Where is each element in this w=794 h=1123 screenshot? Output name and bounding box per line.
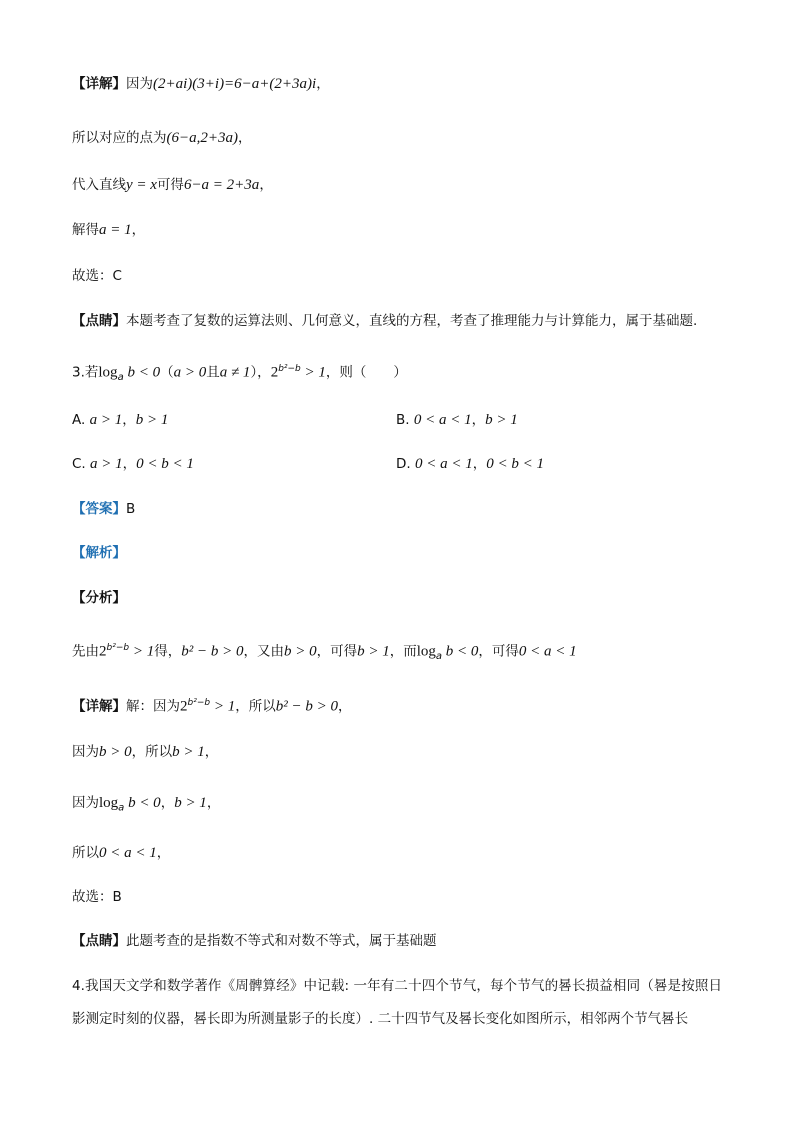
text: 解得 <box>72 222 99 238</box>
formula: 0 < b < 1 <box>136 456 194 472</box>
q3-fenxi-heading <box>72 588 126 608</box>
q2-detail-line-2 <box>72 128 251 148</box>
text: ，又由 <box>243 643 284 660</box>
q2-detail-line-3 <box>72 175 273 195</box>
answer-label: 【答案】 <box>72 501 126 517</box>
text: ， <box>206 795 221 811</box>
formula: a = 1 <box>99 222 132 238</box>
text: 代入直线 <box>72 177 126 193</box>
formula: 0 < a < 1 <box>413 412 472 428</box>
formula: a > 1 <box>90 456 123 472</box>
option-c[interactable] <box>72 454 194 474</box>
formula: > 1 <box>300 364 326 381</box>
analysis-label: 【解析】 <box>72 545 126 561</box>
comment-label: 【点睛】 <box>72 933 126 949</box>
text: ）， <box>250 364 271 381</box>
formula: > 1 <box>129 643 155 660</box>
text: ，则（ ） <box>325 364 407 381</box>
formula: b < 0 <box>123 364 161 381</box>
comment-label: 【点睛】 <box>72 313 126 329</box>
formula: a > 0 <box>173 364 207 381</box>
text: ， <box>122 412 136 428</box>
formula: b > 1 <box>174 795 207 811</box>
q3-stem <box>72 359 407 388</box>
formula: b > 1 <box>172 744 205 760</box>
text: ， <box>471 412 486 428</box>
text: ， <box>131 222 146 238</box>
text: 先由 <box>72 643 99 660</box>
formula: (2+ai)(3+i)=6−a+(2+3a)i <box>153 76 317 92</box>
log-base: a <box>435 651 443 663</box>
option-label: C. <box>72 456 86 472</box>
formula: b² − b > 0 <box>275 698 338 715</box>
formula: b > 1 <box>135 412 169 428</box>
formula: b > 0 <box>99 744 132 760</box>
formula: (6−a,2+3a) <box>166 130 238 146</box>
power-base: 2 <box>99 643 107 660</box>
power-base: 2 <box>180 698 188 715</box>
q3-detail-line-4 <box>72 843 170 863</box>
text: 所以对应的点为 <box>72 130 167 146</box>
answer-text: 故选：C <box>72 268 122 284</box>
q3-fenxi-line <box>72 638 577 667</box>
q2-answer-line <box>72 266 122 286</box>
option-d[interactable] <box>396 454 544 474</box>
answer-text: 故选：B <box>72 889 122 905</box>
text: ， <box>472 456 487 472</box>
text: ， <box>204 744 219 760</box>
comment-text: 此题考查的是指数不等式和对数不等式，属于基础题 <box>126 933 437 949</box>
q3-analysis-heading <box>72 543 126 563</box>
text: 因为 <box>72 795 99 811</box>
fenxi-label: 【分析】 <box>72 590 126 606</box>
text: ，而 <box>389 643 417 660</box>
formula: b > 1 <box>357 643 390 660</box>
formula: b < 0 <box>124 795 161 811</box>
text: ，可得 <box>316 643 358 660</box>
q3-detail-line-3 <box>72 793 220 819</box>
text: 且 <box>206 364 220 381</box>
formula: > 1 <box>210 698 236 715</box>
detail-label: 【详解】 <box>72 76 126 92</box>
log-func: log <box>416 643 436 660</box>
text: ， <box>316 76 330 92</box>
text: ，所以 <box>131 744 173 760</box>
q2-comment-line <box>72 311 697 331</box>
log-func: log <box>98 364 118 381</box>
formula: b > 1 <box>485 412 518 428</box>
formula: 0 < a < 1 <box>518 643 577 660</box>
text: ，可得 <box>478 643 519 660</box>
power-exponent: b²−b <box>278 364 301 374</box>
text: ， <box>156 845 171 861</box>
text: 因为 <box>72 744 99 760</box>
q2-detail-line-4 <box>72 220 145 240</box>
q3-answer-line <box>72 499 135 519</box>
log-func: log <box>99 795 119 811</box>
text: 若 <box>84 364 99 381</box>
q4-stem: 4.我国天文学和数学著作《周髀算经》中记载: 一年有二十四个节气，每个节气的晷长损益相同（晷是按照日影测定时刻的仪器，晷长即为所测量影子的长度）. 二十四节气及晷长变化如图所示，相邻两个节气晷长 <box>72 978 722 1027</box>
q3-detail-line-1 <box>72 693 351 717</box>
text: 可得 <box>156 177 184 193</box>
formula: b > 0 <box>283 643 317 660</box>
text: 解：因为 <box>126 698 180 715</box>
formula: b < 0 <box>442 643 479 660</box>
comment-text: 本题考查了复数的运算法则、几何意义，直线的方程，考查了推理能力与计算能力，属于基础题. <box>126 313 698 329</box>
text: （ <box>160 364 174 381</box>
question-number: 3. <box>72 364 85 381</box>
log-base: a <box>117 372 124 384</box>
formula: 6−a = 2+3a <box>183 177 260 193</box>
q3-detail-line-2 <box>72 742 218 762</box>
formula: a > 1 <box>89 412 123 428</box>
text: 因为 <box>126 76 153 92</box>
text: ， <box>122 456 137 472</box>
option-label: A. <box>72 412 86 428</box>
option-label: B. <box>396 412 410 428</box>
text: ， <box>237 130 252 146</box>
formula: 0 < a < 1 <box>99 845 157 861</box>
text: 得， <box>154 643 182 660</box>
answer-value: B <box>126 501 136 517</box>
formula: b² − b > 0 <box>181 643 244 660</box>
text: ， <box>337 698 352 715</box>
formula: 0 < b < 1 <box>486 456 544 472</box>
power-exponent: b²−b <box>187 698 211 708</box>
text: ，所以 <box>235 698 276 715</box>
option-b[interactable] <box>396 410 518 430</box>
formula: a ≠ 1 <box>219 364 251 381</box>
log-base: a <box>118 802 125 814</box>
formula: y = x <box>126 177 157 193</box>
option-label: D. <box>396 456 411 472</box>
option-a[interactable] <box>72 410 168 430</box>
q3-answer-select-line <box>72 887 122 907</box>
formula: 0 < a < 1 <box>414 456 473 472</box>
text: ， <box>259 177 273 193</box>
power-exponent: b²−b <box>106 643 130 653</box>
q3-comment-line <box>72 931 437 951</box>
text: 所以 <box>72 845 99 861</box>
q2-detail-line-1 <box>72 74 330 94</box>
detail-label: 【详解】 <box>72 698 126 715</box>
power-base: 2 <box>270 364 279 381</box>
text: ， <box>160 795 175 811</box>
